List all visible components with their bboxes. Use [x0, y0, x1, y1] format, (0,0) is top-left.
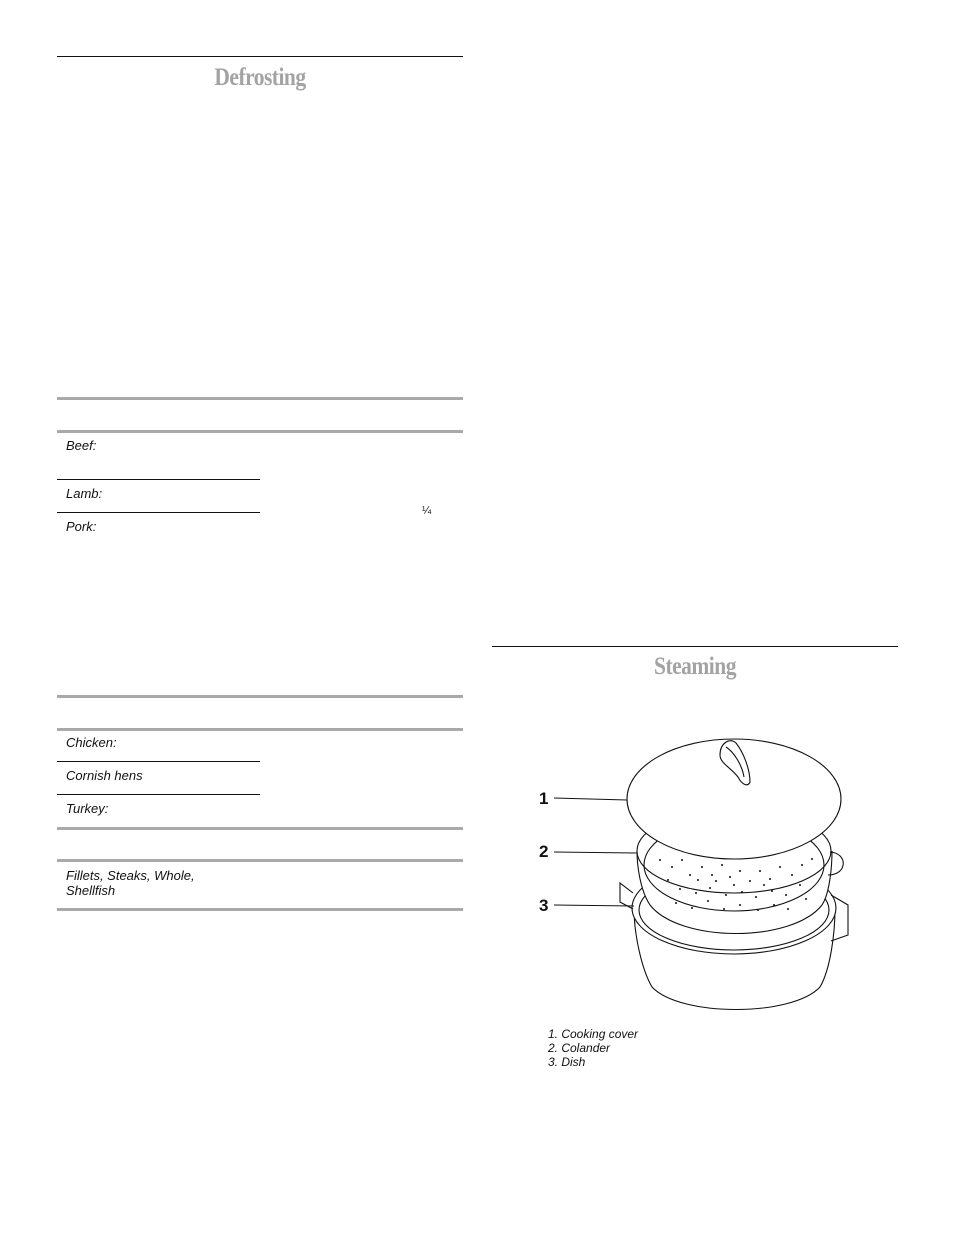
cooking-cover-drawing — [627, 739, 841, 859]
fish-table-top-rule — [57, 827, 463, 830]
legend-item-cooking-cover: 1. Cooking cover — [548, 1027, 639, 1041]
callout-leader-3 — [554, 905, 634, 906]
steamer-illustration — [530, 725, 860, 1025]
callout-number-3: 3 — [539, 896, 549, 915]
legend-item-colander: 2. Colander — [548, 1041, 611, 1055]
meat-table-top-rule — [57, 397, 463, 400]
quarter-fraction: ¼ — [422, 505, 432, 517]
meat-row-divider — [57, 479, 260, 480]
legend-item-dish: 3. Dish — [548, 1055, 586, 1069]
poultry-table-header-rule — [57, 728, 463, 731]
meat-row-pork-label: Pork: — [66, 519, 97, 534]
defrosting-top-rule — [57, 56, 463, 57]
meat-table-header-rule — [57, 430, 463, 433]
poultry-row-divider — [57, 794, 260, 795]
defrosting-heading: Defrosting — [214, 64, 306, 91]
poultry-row-divider — [57, 761, 260, 762]
poultry-table-top-rule — [57, 695, 463, 698]
meat-row-divider — [57, 512, 260, 513]
callout-leader-2 — [554, 852, 637, 853]
fish-table-header-rule — [57, 859, 463, 862]
poultry-row-chicken-label: Chicken: — [66, 735, 117, 750]
callout-number-1: 1 — [539, 789, 549, 808]
steaming-top-rule — [492, 646, 898, 647]
meat-row-lamb-label: Lamb: — [66, 486, 103, 501]
fish-table-bottom-rule — [57, 908, 463, 911]
callout-leader-1 — [554, 798, 627, 800]
meat-row-beef-label: Beef: — [66, 438, 97, 453]
fish-row-label: Fillets, Steaks, Whole, Shellfish — [66, 868, 195, 898]
callout-number-2: 2 — [539, 842, 549, 861]
poultry-row-turkey-label: Turkey: — [66, 801, 109, 816]
steaming-heading: Steaming — [654, 653, 736, 680]
poultry-row-cornish-hens-label: Cornish hens — [66, 768, 143, 783]
